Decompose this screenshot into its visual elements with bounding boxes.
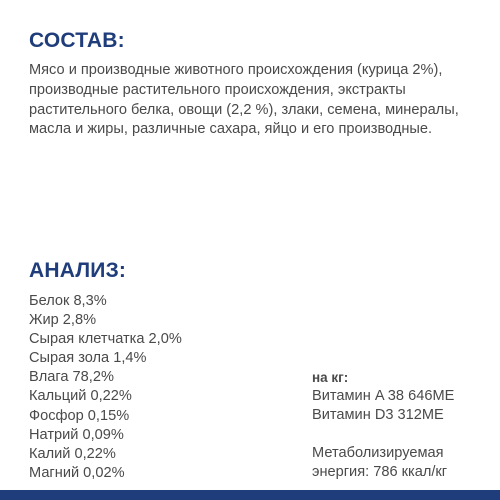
analysis-heading: АНАЛИЗ:	[29, 259, 127, 282]
analysis-item-crude-fiber: Сырая клетчатка 2,0%	[29, 331, 182, 348]
composition-text: Мясо и производные животного происхождения (курица 2%), производные растительного происхождения, экстракты растительного белка, овощи (2,2 %), злаки, семена, минералы, масла и жиры, различные сахара, яйцо и его производные.	[29, 62, 459, 138]
analysis-item-calcium: Кальций 0,22%	[29, 388, 132, 405]
bottom-bar	[0, 490, 500, 500]
analysis-item-protein: Белок 8,3%	[29, 293, 107, 309]
analysis-item-fat: Жир 2,8%	[29, 312, 97, 329]
per-kg-block	[312, 368, 454, 482]
analysis-item-magnesium: Магний 0,02%	[29, 464, 125, 481]
per-kg-label: на кг:	[312, 370, 349, 385]
spacer	[312, 425, 454, 444]
vitamin-a-value: Витамин A 38 646МЕ	[312, 388, 455, 405]
analysis-item-potassium: Калий 0,22%	[29, 445, 116, 462]
energy-label: Метаболизируемая	[312, 445, 444, 462]
analysis-item-phosphorus: Фосфор 0,15%	[29, 407, 130, 424]
analysis-item-sodium: Натрий 0,09%	[29, 426, 124, 443]
composition-heading: СОСТАВ:	[29, 29, 125, 52]
analysis-list	[29, 292, 182, 483]
analysis-item-moisture: Влага 78,2%	[29, 369, 114, 386]
vitamin-d3-value: Витамин D3 312МЕ	[312, 407, 444, 424]
analysis-item-crude-ash: Сырая зола 1,4%	[29, 350, 147, 367]
energy-value: энергия: 786 ккал/кг	[312, 464, 448, 481]
